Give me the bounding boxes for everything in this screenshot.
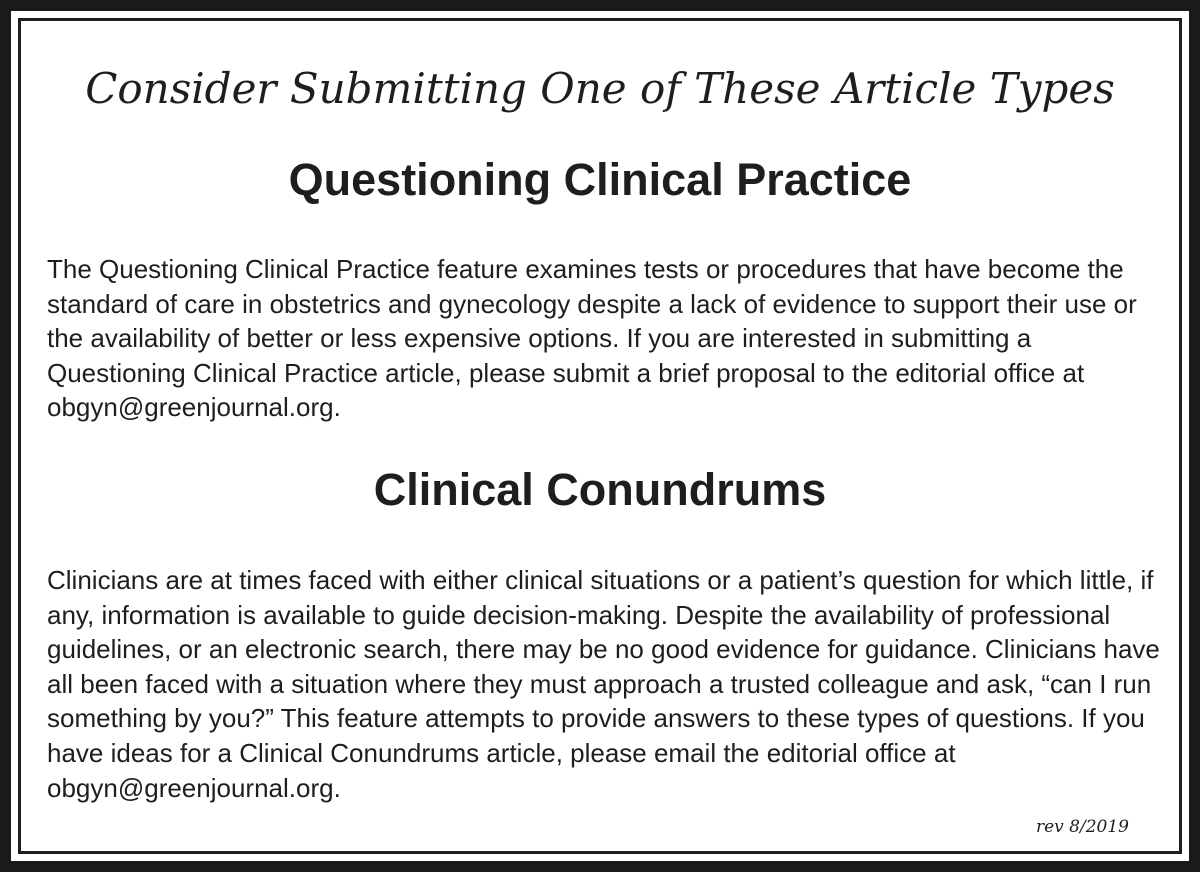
notice-panel	[11, 11, 1189, 861]
section-body-clinical-conundrums: Clinicians are at times faced with either clinical situations or a patient’s question for which little, if any, information is available to guide decision-making. Despite the availability of professional guidelines, or an electronic search, there may be no good evidence for guidance. Clinicians have all been faced with a situation where they must approach a trusted colleague and ask, “can I run something by you?” This feature attempts to provide answers to these types of questions. If you have ideas for a Clinical Conundrums article, please email the editorial office at obgyn@greenjournal.org.	[47, 565, 1160, 803]
revision-note: rev 8/2019	[1035, 817, 1129, 837]
section-title-questioning-clinical-practice: Questioning Clinical Practice	[288, 154, 912, 205]
section-title-clinical-conundrums: Clinical Conundrums	[373, 464, 827, 515]
page-heading: Consider Submitting One of These Article Types	[85, 64, 1115, 113]
section-body-questioning-clinical-practice: The Questioning Clinical Practice feature examines tests or procedures that have become the standard of care in obstetrics and gynecology despite a lack of evidence to support their use or the availability of better or less expensive options. If you are interested in submitting a Questioning Clinical Practice article, please submit a brief proposal to the editorial office at obgyn@greenjournal.org.	[47, 254, 1137, 423]
